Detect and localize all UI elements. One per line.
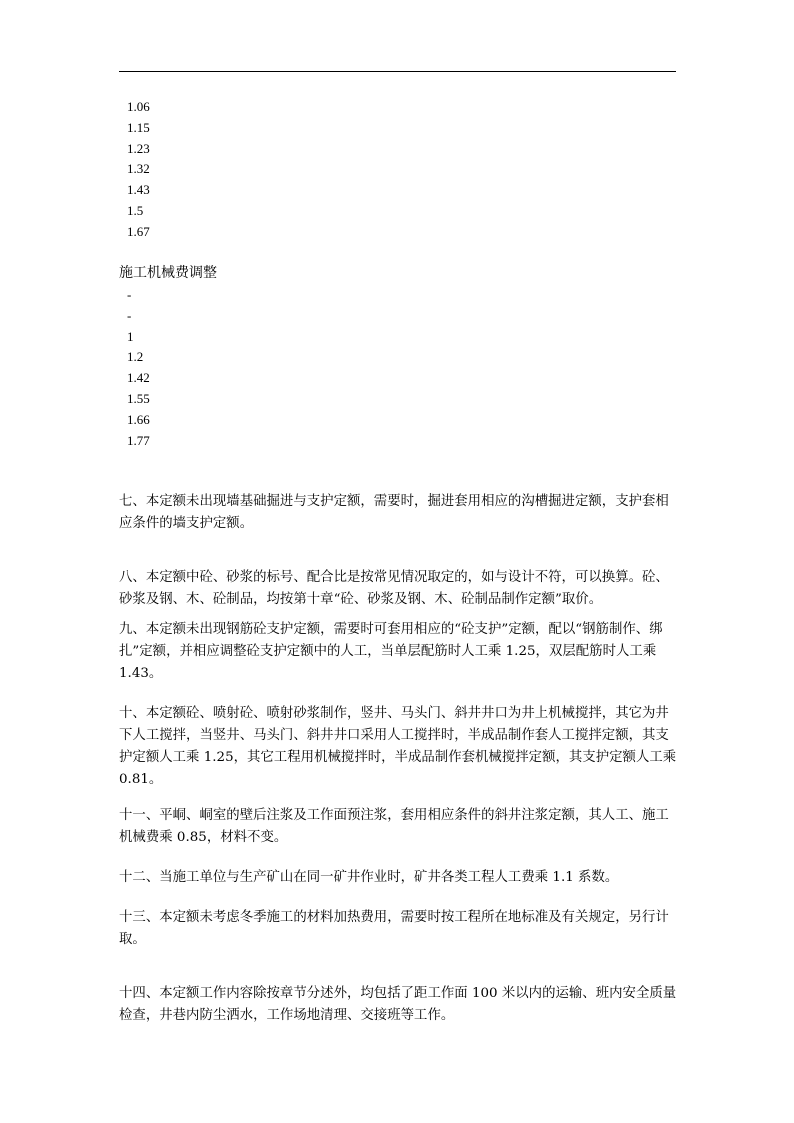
clause-14-paragraph: 十四、本定额工作内容除按章节分述外，均包括了距工作面 100 米以内的运输、班内安全质量检查，井巷内防尘洒水，工作场地清理、交接班等工作。 <box>119 986 677 1023</box>
coefficient-list <box>127 97 150 243</box>
list-item: 1.67 <box>127 223 150 239</box>
header-rule <box>119 71 676 72</box>
list-item: 1.55 <box>127 390 150 406</box>
list-item: 1.32 <box>127 161 150 177</box>
list-item: 1.2 <box>127 349 144 365</box>
clause-9-paragraph: 九、本定额未出现钢筋砼支护定额，需要时可套用相应的“砼支护”定额，配以“钢筋制作、绑扎”定额，并相应调整砼支护定额中的人工，当单层配筋时人工乘 1.25，双层配筋时人工乘 1.43。 <box>119 622 663 681</box>
clause-7-paragraph: 七、本定额未出现墙基础掘进与支护定额，需要时，掘进套用相应的沟槽掘进定额，支护套相应条件的墙支护定额。 <box>119 494 669 531</box>
list-item: 1 <box>127 328 134 344</box>
clause-13-paragraph: 十三、本定额未考虑冬季施工的材料加热费用，需要时按工程所在地标准及有关规定，另行计取。 <box>119 910 669 947</box>
list-item: 1.66 <box>127 411 150 427</box>
clause-8-paragraph: 八、本定额中砼、砂浆的标号、配合比是按常见情况取定的，如与设计不符，可以换算。砼、砂浆及钢、木、砼制品，均按第十章“砼、砂浆及钢、木、砼制品制作定额”取价。 <box>119 570 669 607</box>
list-item: 1.77 <box>127 432 150 448</box>
list-item: 1.42 <box>127 370 150 386</box>
clause-11-paragraph: 十一、平峒、峒室的壁后注浆及工作面预注浆，套用相应条件的斜井注浆定额，其人工、施工机械费乘 0.85，材料不变。 <box>119 808 669 845</box>
clause-12-paragraph: 十二、当施工单位与生产矿山在同一矿井作业时，矿井各类工程人工费乘 1.1 系数。 <box>119 870 619 885</box>
machinery-adjustment-heading: 施工机械费调整 <box>119 265 217 281</box>
list-item: 1.43 <box>127 182 150 198</box>
list-item: 1.15 <box>127 119 150 135</box>
clause-10-paragraph: 十、本定额砼、喷射砼、喷射砂浆制作，竖井、马头门、斜井井口为井上机械搅拌，其它为井下人工搅拌，当竖井、马头门、斜井井口采用人工搅拌时，半成品制作套人工搅拌定额，其支护定额人工乘 1.25，其它工程用机械搅拌时，半成品制作套机械搅拌定额，其支护定额人工乘 0.81。 <box>119 706 677 787</box>
list-item: 1.5 <box>127 202 144 218</box>
list-item: - <box>127 307 132 323</box>
machinery-coefficient-list <box>127 285 150 451</box>
list-item: - <box>127 287 132 302</box>
list-item: 1.23 <box>127 140 150 156</box>
list-item: 1.06 <box>127 99 150 114</box>
